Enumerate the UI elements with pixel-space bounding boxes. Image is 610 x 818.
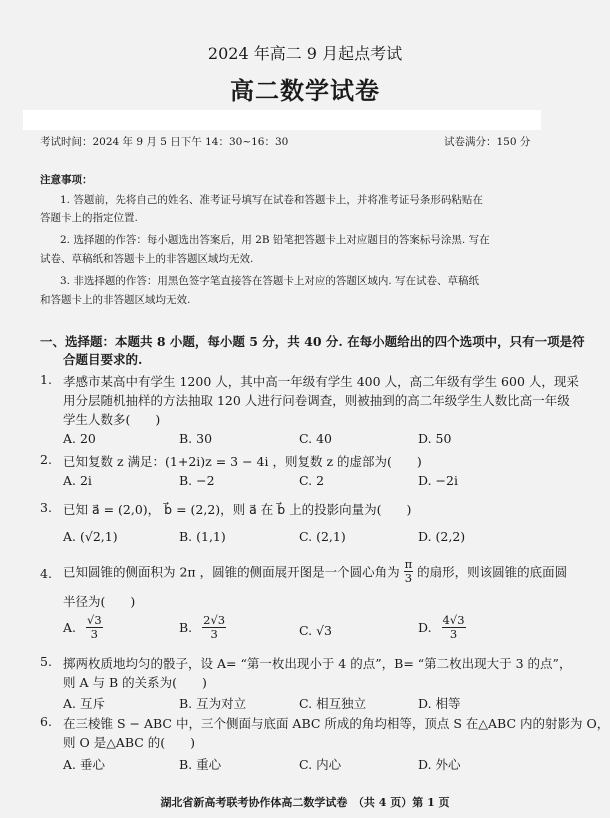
question-3-stem: 已知 a⃗ = (2,0)， b⃗ = (2,2)，则 a⃗ 在 b⃗ 上的投影向量为( ) xyxy=(63,502,412,517)
exam-time: 考试时间：2024 年 9 月 5 日下午 14：30~16：30 xyxy=(40,136,289,148)
question-2-option-c: C. 2 xyxy=(299,473,325,488)
fraction-denominator: 3 xyxy=(90,627,98,641)
question-1-number: 1. xyxy=(40,372,52,387)
question-6-option-c: C. 内心 xyxy=(299,757,342,772)
question-5-option-b: B. 互为对立 xyxy=(179,696,247,711)
question-5-option-a: A. 互斥 xyxy=(63,696,105,711)
question-6-number: 6. xyxy=(40,714,52,729)
question-4-option-b xyxy=(179,614,226,641)
question-4-option-c: C. √3 xyxy=(299,623,332,638)
notes-heading: 注意事项： xyxy=(40,174,93,186)
fraction-denominator: 3 xyxy=(404,571,413,585)
question-4-number: 4. xyxy=(40,566,52,581)
question-5-line-1: 掷两枚质地均匀的骰子，设 A= “第一枚出现小于 4 的点”，B= “第二枚出现大于 3 的点”， xyxy=(63,656,572,671)
question-6-option-a: A. 垂心 xyxy=(63,757,105,772)
question-4-line-2: 半径为( ) xyxy=(63,594,136,609)
section-1-heading-cont: 合题目要求的. xyxy=(63,352,143,367)
question-4-angle-fraction xyxy=(404,558,414,585)
note-1-line-2: 答题卡上的指定位置. xyxy=(40,212,138,224)
question-6-line-2: 则 O 是△ABC 的( ) xyxy=(63,735,196,750)
redaction-bar xyxy=(23,110,541,130)
page-footer: 湖北省新高考联考协作体高二数学试卷 （共 4 页）第 1 页 xyxy=(160,796,450,809)
option-label: B. xyxy=(179,620,193,635)
question-3-option-a: A. (√2,1) xyxy=(63,529,118,544)
question-1-option-c: C. 40 xyxy=(299,431,332,446)
question-5-line-2: 则 A 与 B 的关系为( ) xyxy=(63,675,207,690)
question-4-option-a xyxy=(63,614,103,641)
question-2-option-b: B. −2 xyxy=(179,473,215,488)
exam-subtitle: 2024 年高二 9 月起点考试 xyxy=(207,44,403,63)
note-3-line-2: 和答题卡上的非答题区域均无效. xyxy=(40,294,191,306)
question-6-line-1: 在三棱锥 S − ABC 中，三个侧面与底面 ABC 所成的角均相等，顶点 S 在△ABC 内的射影为 O， xyxy=(63,716,610,731)
question-4-stem xyxy=(63,558,567,585)
question-1-option-a: A. 20 xyxy=(63,431,96,446)
fraction-denominator: 3 xyxy=(210,627,218,641)
question-1-line-3: 学生人数多( ) xyxy=(63,412,161,427)
question-3-option-d: D. (2,2) xyxy=(418,529,466,544)
note-3-line-1: 3. 非选择题的作答：用黑色签字笔直接答在答题卡上对应的答题区域内. 写在试卷、草稿纸 xyxy=(60,275,480,287)
note-2-line-2: 试卷、草稿纸和答题卡上的非答题区域均无效. xyxy=(40,253,254,265)
fraction-denominator: 3 xyxy=(449,627,458,641)
question-2-stem: 已知复数 z 满足：(1+2i)z = 3 − 4i ，则复数 z 的虚部为( ) xyxy=(63,454,422,469)
question-1-line-1: 孝感市某高中有学生 1200 人，其中高一年级有学生 400 人，高二年级有学生 600 人，现采 xyxy=(63,374,579,389)
fraction-numerator: π xyxy=(404,557,413,571)
question-1-option-d: D. 50 xyxy=(418,431,452,446)
question-6-option-b: B. 重心 xyxy=(179,757,222,772)
question-5-option-d: D. 相等 xyxy=(418,696,461,711)
question-2-number: 2. xyxy=(40,452,52,467)
option-a-fraction xyxy=(86,614,103,641)
note-1-line-1: 1. 答题前，先将自己的姓名、准考证号填写在试卷和答题卡上，并将准考证号条形码粘贴在 xyxy=(60,194,483,206)
question-4-stem-part-2: 的扇形，则该圆锥的底面圆 xyxy=(417,564,568,580)
question-1-option-b: B. 30 xyxy=(179,431,213,446)
question-5-number: 5. xyxy=(40,654,52,669)
question-3-option-c: C. (2,1) xyxy=(299,529,346,544)
option-b-fraction xyxy=(202,614,226,641)
question-5-option-c: C. 相互独立 xyxy=(299,696,367,711)
fraction-numerator: 2√3 xyxy=(203,613,226,627)
option-label: A. xyxy=(63,620,77,635)
question-1-line-2: 用分层随机抽样的方法抽取 120 人进行问卷调查，则被抽到的高二年级学生人数比高一年级 xyxy=(63,393,570,408)
option-label: D. xyxy=(418,620,432,635)
full-score: 试卷满分：150 分 xyxy=(444,136,531,148)
note-2-line-1: 2. 选择题的作答：每小题选出答案后，用 2B 铅笔把答题卡上对应题目的答案标号涂黑. 写在 xyxy=(60,234,490,246)
question-4-option-d xyxy=(418,614,466,641)
fraction-numerator: √3 xyxy=(87,613,102,627)
question-2-option-d: D. −2i xyxy=(418,473,458,488)
section-1-heading: 一、选择题：本题共 8 小题，每小题 5 分，共 40 分. 在每小题给出的四个选项中，只有一项是符 xyxy=(40,334,585,349)
question-6-option-d: D. 外心 xyxy=(418,757,461,772)
question-2-option-a: A. 2i xyxy=(63,473,92,488)
question-4-stem-part-1: 已知圆锥的侧面积为 2π ，圆锥的侧面展开图是一个圆心角为 xyxy=(63,564,400,580)
question-3-number: 3. xyxy=(40,500,52,515)
fraction-numerator: 4√3 xyxy=(442,613,465,627)
exam-title: 高二数学试卷 xyxy=(230,76,380,105)
question-3-option-b: B. (1,1) xyxy=(179,529,226,544)
option-d-fraction xyxy=(442,614,466,641)
